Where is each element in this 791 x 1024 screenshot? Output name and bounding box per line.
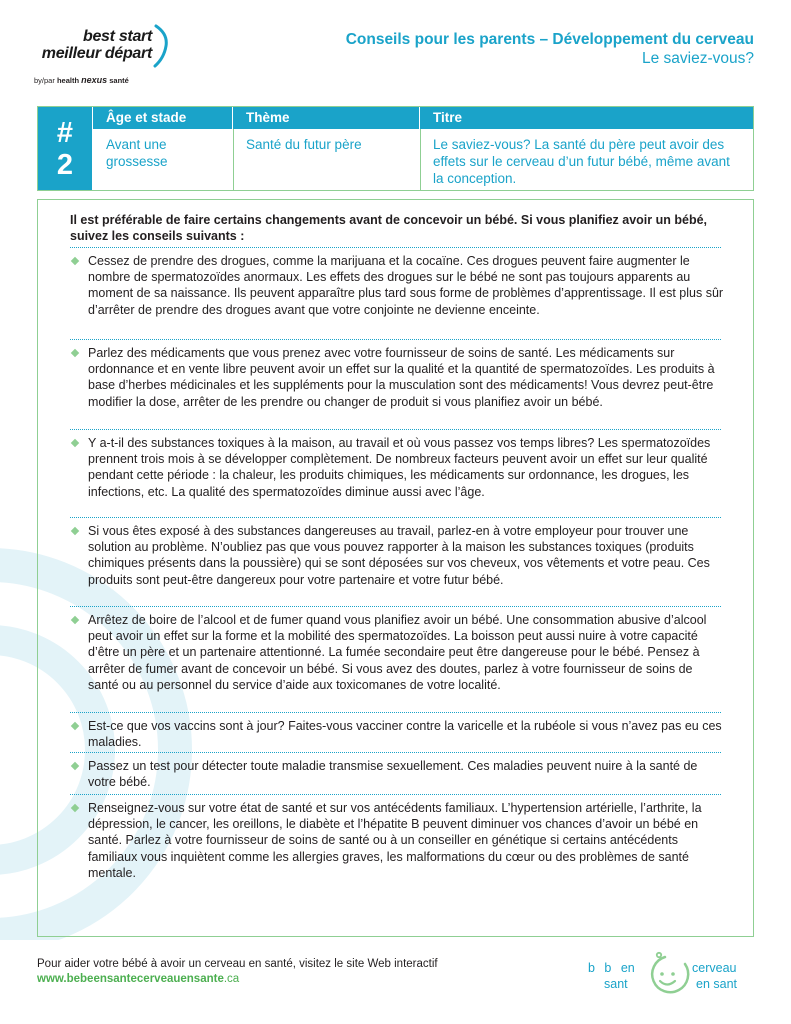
info-value-age: Avant une grossesse: [106, 137, 168, 169]
diamond-bullet-icon: [71, 349, 79, 357]
logo-byline: [34, 75, 129, 85]
logo-by-sante: santé: [109, 76, 129, 85]
diamond-bullet-icon: [71, 257, 79, 265]
advice-text: Est-ce que vos vaccins sont à jour? Faites-vous vacciner contre la varicelle et la rubéole si vous n’avez pas eu ces maladies.: [88, 719, 722, 750]
diamond-bullet-icon: [71, 762, 79, 770]
info-column-age: [93, 107, 234, 190]
dotted-divider: [70, 339, 721, 340]
bebe-en-sante-logo: [588, 950, 758, 1006]
logo-line-2: meilleur départ: [41, 45, 152, 62]
sheet-number-badge: [38, 107, 92, 190]
info-header-age: Âge et stade: [93, 107, 233, 129]
advice-text: Renseignez-vous sur votre état de santé et sur vos antécédents familiaux. L’hypertension artérielle, l’arthrite, la dépression, le cancer, les oreillons, le diabète et l’hépatite B peuvent diminuer vos chances d’avoir un bébé en santé. Parlez à votre fournisseur de soins de santé ou à un conseiller en génétique si certains antécédents familiaux vous inquiètent comme les allergies graves, les malformations du cœur ou des problèmes de santé mentale.: [88, 801, 702, 880]
advice-text: Parlez des médicaments que vous prenez avec votre fournisseur de soins de santé. Les médicaments sur ordonnance et en vente libre peuvent avoir un effet sur la qualité et la quantité de spermatozoïdes. Les produits à base d’herbes médicinales et les suppléments pour la musculation sont des médicaments! Vous devrez peut-être modifier la dose, arrêter de les prendre ou changer de produit si vous planifiez avoir un bébé.: [88, 346, 715, 409]
logo-line-1: best start: [82, 28, 152, 45]
info-header-theme: Thème: [233, 107, 420, 129]
intro-text: Il est préférable de faire certains changements avant de concevoir un bébé. Si vous planifiez avoir un bébé, suivez les conseils suivants :: [70, 213, 708, 243]
advice-text: Y a-t-il des substances toxiques à la maison, au travail et où vous passez vos temps libres? Les spermatozoïdes prennent trois mois à se développer complètement. De nombreux facteurs peuvent avoir un effet sur leur qualité pendant cette période : la chaleur, les produits chimiques, les médicaments sur ordonnance, les drogues, les infections, etc. La qualité des spermatozoïdes diminue aussi avec l’âge.: [88, 436, 711, 499]
dotted-divider: [70, 794, 721, 795]
page-header: [346, 30, 754, 68]
logo-by-nexus: nexus: [81, 75, 108, 85]
dotted-divider: [70, 429, 721, 430]
footer-website-link[interactable]: [37, 972, 438, 987]
brand-line-1-right: cerveau: [692, 961, 737, 975]
footer-url-tld: .ca: [223, 973, 240, 985]
advice-text: Cessez de prendre des drogues, comme la marijuana et la cocaïne. Ces drogues peuvent faire augmenter le nombre de spermatozoïdes anormaux. Les effets des drogues sur le bébé ne sont pas toujours apparents au moment de sa naissance. Ils peuvent apparaître plus tard sous forme de problèmes d’apprentissage. Il est plus sûr d’arrêter de prendre des drogues avant que votre conjointe ne devienne enceinte.: [88, 254, 724, 317]
advice-text: Arrêtez de boire de l’alcool et de fumer quand vous planifiez avoir un bébé. Une consommation abusive d’alcool peut avoir un effet sur la forme et la mobilité des spermatozoïdes. La boisson peut aussi nuire à votre capacité d’être un père et un partenaire attentionné. La fumée secondaire peut être dangereuse pour le bébé. Pensez à arrêter de fumer avant de concevoir un bébé. Si vous avez des doutes, parlez à votre fournisseur de soins de santé ou au personnel du service d’aide aux toxicomanes de votre localité.: [88, 613, 707, 692]
page-subtitle: Le saviez-vous?: [641, 50, 754, 67]
logo-brace-icon: [152, 24, 170, 68]
logo-by-health: health: [56, 76, 80, 85]
dotted-divider: [70, 712, 721, 713]
brand-line-2-right: en sant: [696, 977, 738, 991]
info-value-theme: Santé du futur père: [246, 137, 362, 152]
logo-by-prefix: by/par: [34, 76, 55, 85]
footer-text: Pour aider votre bébé à avoir un cerveau en santé, visitez le site Web interactif: [37, 958, 438, 970]
brand-line-2-left: sant: [604, 977, 628, 991]
info-header-title: Titre: [420, 107, 753, 129]
best-start-logo: [34, 24, 184, 94]
page-title: Conseils pour les parents – Développement du cerveau: [345, 31, 754, 48]
info-column-theme: [233, 107, 421, 190]
sheet-number-hash: #: [56, 117, 74, 149]
dotted-divider: [70, 517, 721, 518]
diamond-bullet-icon: [71, 804, 79, 812]
sheet-number: 2: [56, 149, 74, 181]
advice-box: [37, 199, 754, 937]
footer-url-main: www.bebeensantecerveauensante: [37, 973, 224, 985]
info-value-title: Le saviez-vous? La santé du père peut avoir des effets sur le cerveau d’un futur bébé, même avant la conception.: [433, 137, 730, 186]
diamond-bullet-icon: [71, 616, 79, 624]
diamond-bullet-icon: [71, 722, 79, 730]
diamond-bullet-icon: [71, 439, 79, 447]
footer: [37, 957, 438, 987]
advice-text: Passez un test pour détecter toute maladie transmise sexuellement. Ces maladies peuvent nuire à la santé de votre bébé.: [88, 759, 698, 790]
smiling-face-icon: [645, 950, 691, 998]
dotted-divider: [70, 247, 721, 248]
dotted-divider: [70, 606, 721, 607]
info-table: [37, 106, 754, 191]
brand-line-1-left: b b en: [588, 961, 635, 975]
info-column-title: [420, 107, 753, 190]
dotted-divider: [70, 752, 721, 753]
diamond-bullet-icon: [71, 527, 79, 535]
advice-text: Si vous êtes exposé à des substances dangereuses au travail, parlez-en à votre employeur pour trouver une solution au problème. N’oubliez pas que vous pouvez rapporter à la maison les substances toxiques (produits chimiques présents dans la poussière) qui se sont déposées sur vos cheveux, vos vêtements et votre peau. Ces produits sont peut-être dangereux pour votre partenaire et votre futur bébé.: [88, 524, 710, 587]
